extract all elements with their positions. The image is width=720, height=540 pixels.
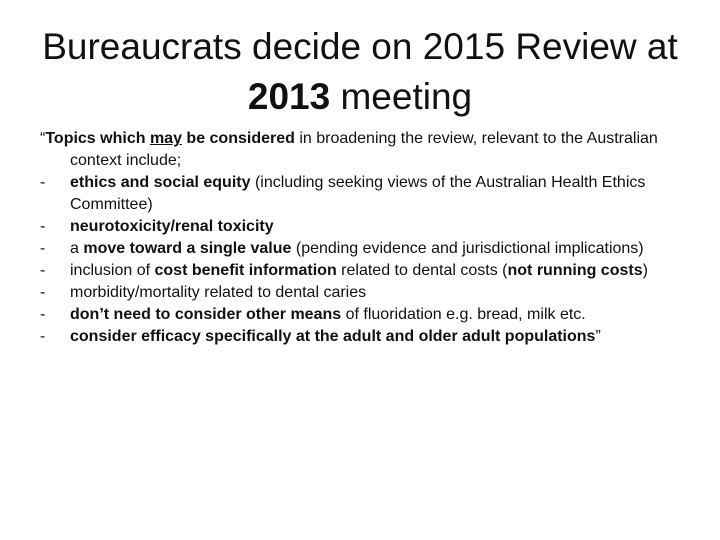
item-bold: cost benefit information <box>154 262 337 279</box>
intro-paragraph <box>40 128 690 172</box>
item-text: (pending evidence and jurisdictional implications) <box>291 240 644 257</box>
list-item <box>40 304 690 326</box>
list-item <box>40 216 690 238</box>
item-text: of fluoridation e.g. bread, milk etc. <box>341 306 586 323</box>
list-item <box>40 326 690 348</box>
list-item <box>40 282 690 304</box>
bullet-dash: - <box>40 218 46 235</box>
title-rest: meeting <box>330 76 473 117</box>
close-quote: ” <box>595 328 601 345</box>
item-bold: move toward a single value <box>83 240 292 257</box>
open-quote: “ <box>40 130 46 147</box>
slide-title <box>30 22 690 122</box>
topics-list <box>40 172 690 348</box>
item-bold: consider efficacy specifically at the adult and older adult populations <box>70 328 596 345</box>
bullet-dash: - <box>40 306 46 323</box>
item-text: (including seeking views of the Australian Health Ethics Committee) <box>70 174 646 213</box>
title-year: 2013 <box>247 76 331 117</box>
list-item <box>40 238 690 260</box>
item-bold: don’t need to consider other means <box>70 306 342 323</box>
item-bold: not running costs <box>507 262 643 279</box>
slide-body <box>40 128 690 348</box>
intro-underlined-may: may <box>149 130 182 147</box>
bullet-dash: - <box>40 174 46 191</box>
item-text: inclusion of <box>70 262 155 279</box>
bullet-dash: - <box>40 262 46 279</box>
title-line-2 <box>30 72 690 122</box>
item-text: related to dental costs ( <box>336 262 508 279</box>
title-line-1: Bureaucrats decide on 2015 Review at <box>42 26 678 67</box>
list-item <box>40 172 690 216</box>
item-text: morbidity/mortality related to dental caries <box>70 284 367 301</box>
intro-bold-2: be considered <box>181 130 295 147</box>
intro-bold-1: Topics which <box>45 130 150 147</box>
item-text: a <box>70 240 84 257</box>
list-item <box>40 260 690 282</box>
item-text: ) <box>642 262 648 279</box>
bullet-dash: - <box>40 284 46 301</box>
intro-text: in broadening the review, relevant to the Australian context include; <box>70 130 658 169</box>
bullet-dash: - <box>40 328 46 345</box>
item-bold: neurotoxicity/renal toxicity <box>70 218 274 235</box>
bullet-dash: - <box>40 240 46 257</box>
item-bold: ethics and social equity <box>70 174 251 191</box>
